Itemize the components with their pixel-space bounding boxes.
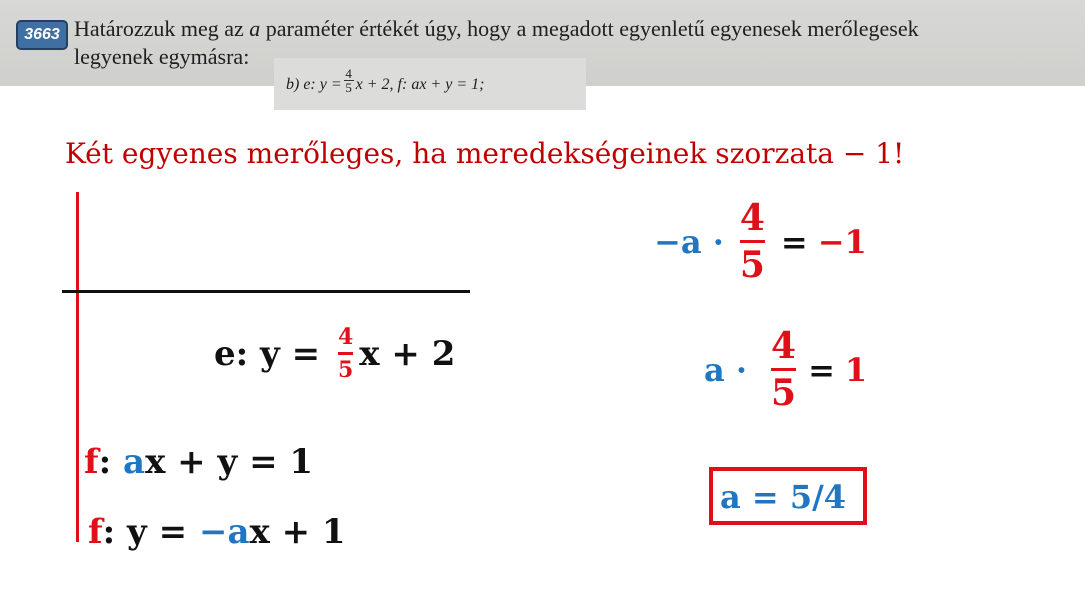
perpendicular-rule: Két egyenes merőleges, ha meredekségeinek szorzata − 1! (65, 137, 905, 170)
equation-f-general: f : a x + y = 1 (84, 442, 314, 482)
product-equation: −a · $\frac{4}{5}$ = −1 (654, 197, 867, 286)
exercise-text-line2: legyenek egymásra: (74, 44, 250, 69)
equation-f-slope-form: f : y = −a x + 1 (88, 512, 346, 552)
simplified-equation: a · $\frac{4}{5}$ = 1 (704, 325, 868, 414)
vertical-divider (76, 192, 79, 542)
parameter-a: a (249, 16, 261, 41)
slope-fraction-product: $\frac{4}{5}$ (739, 197, 765, 286)
slope-fraction-e: $\frac{4}{5}$ (337, 324, 354, 383)
subtask-fraction: $\frac{4}{5}$ (345, 65, 352, 95)
horizontal-divider (62, 290, 470, 293)
exercise-number-badge: 3663 (16, 20, 68, 50)
result-value: a = 5/4 (720, 478, 847, 516)
exercise-subtask-b: b) e: y = $\frac{4}{5}$ x + 2, f: ax + y = 1; (274, 58, 586, 110)
slope-fraction-simplified: $\frac{4}{5}$ (771, 325, 797, 414)
equation-e: e : y = $\frac{4}{5}$ x + 2 (214, 324, 456, 383)
exercise-text-line1: Határozzuk meg az a paraméter értékét úgy, hogy a megadott egyenletű egyenesek merőlegesek (74, 16, 919, 41)
